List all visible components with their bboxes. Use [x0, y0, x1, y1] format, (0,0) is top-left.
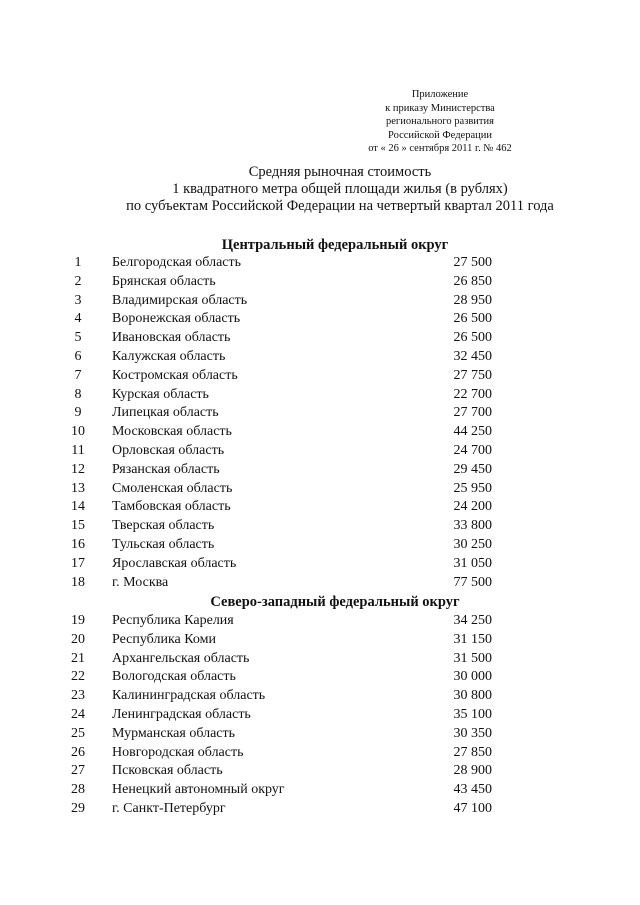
region-name: Архангельская область: [112, 650, 250, 666]
table-row: [0, 631, 640, 650]
table-row: [0, 254, 640, 273]
appendix-line: от « 26 » сентября 2011 г. № 462: [368, 143, 512, 154]
row-number: 27: [71, 763, 85, 779]
table-row: [0, 800, 640, 819]
price-value: 43 450: [453, 782, 492, 798]
region-name: Смоленская область: [112, 480, 233, 496]
region-name: Воронежская область: [112, 311, 241, 327]
region-name: г. Москва: [112, 574, 169, 590]
table-row: [0, 517, 640, 536]
price-value: 31 050: [453, 555, 492, 571]
table-row: [0, 574, 640, 593]
section-header-northwest: Северо-западный федеральный округ: [210, 594, 460, 610]
appendix-line: регионального развития: [386, 116, 494, 127]
row-number: 29: [71, 800, 85, 816]
price-value: 34 250: [453, 613, 492, 628]
row-number: 21: [71, 650, 85, 666]
price-value: 27 700: [453, 405, 492, 421]
region-name: г. Санкт-Петербург: [112, 800, 226, 816]
table-row: [0, 404, 640, 423]
row-number: 8: [74, 386, 82, 402]
table-row: [0, 461, 640, 480]
price-value: 28 900: [453, 763, 492, 779]
row-number: 20: [71, 631, 85, 647]
region-name: Ярославская область: [112, 555, 237, 571]
table-row: [0, 442, 640, 461]
price-value: 77 500: [453, 574, 492, 590]
row-number: 18: [71, 574, 85, 590]
price-value: 29 450: [453, 461, 492, 477]
region-name: Псковская область: [112, 763, 223, 779]
region-name: Ленинградская область: [112, 706, 251, 722]
row-number: 15: [71, 518, 85, 534]
price-value: 22 700: [453, 386, 492, 402]
region-name: Курская область: [112, 386, 209, 402]
table-row: [0, 668, 640, 687]
region-name: Владимирская область: [112, 292, 248, 308]
price-value: 33 800: [453, 518, 492, 534]
row-number: 2: [74, 273, 82, 289]
row-number: 28: [71, 782, 85, 798]
region-name: Калужская область: [112, 348, 226, 364]
region-name: Тамбовская область: [112, 499, 231, 515]
row-number: 19: [71, 613, 85, 628]
row-number: 17: [71, 555, 85, 571]
price-value: 24 700: [453, 442, 492, 458]
row-number: 9: [74, 405, 82, 421]
row-number: 6: [74, 348, 82, 364]
row-number: 12: [71, 461, 85, 477]
appendix-line: Российской Федерации: [388, 129, 492, 141]
table-row: [0, 555, 640, 574]
table-row: [0, 329, 640, 348]
row-number: 14: [71, 499, 85, 515]
price-value: 26 850: [453, 273, 492, 289]
price-value: 47 100: [453, 800, 492, 816]
region-name: Республика Карелия: [112, 613, 234, 628]
region-name: Московская область: [112, 424, 232, 440]
northwest-district-table: [0, 612, 640, 819]
table-row: [0, 706, 640, 725]
price-value: 30 250: [453, 536, 492, 552]
region-name: Орловская область: [112, 442, 225, 458]
table-row: [0, 650, 640, 669]
price-value: 28 950: [453, 292, 492, 308]
table-row: [0, 292, 640, 311]
row-number: 10: [71, 424, 85, 440]
price-value: 27 850: [453, 744, 492, 760]
row-number: 16: [71, 536, 85, 552]
price-value: 27 500: [453, 255, 492, 270]
price-value: 26 500: [453, 311, 492, 327]
table-row: [0, 725, 640, 744]
row-number: 1: [74, 255, 82, 270]
region-name: Ивановская область: [112, 330, 231, 346]
table-row: [0, 348, 640, 367]
appendix-block: [330, 88, 550, 156]
price-value: 30 350: [453, 725, 492, 741]
table-row: [0, 386, 640, 405]
row-number: 13: [71, 480, 85, 496]
region-name: Брянская область: [112, 273, 216, 289]
price-value: 27 750: [453, 367, 492, 383]
price-value: 31 150: [453, 631, 492, 647]
price-value: 30 000: [453, 669, 492, 685]
price-value: 31 500: [453, 650, 492, 666]
region-name: Калининградская область: [112, 688, 266, 704]
appendix-line: к приказу Министерства: [385, 102, 495, 114]
price-value: 35 100: [453, 706, 492, 722]
region-name: Липецкая область: [112, 405, 219, 421]
table-row: [0, 687, 640, 706]
table-row: [0, 423, 640, 442]
price-value: 30 800: [453, 688, 492, 704]
price-value: 44 250: [453, 424, 492, 440]
region-name: Белгородская область: [112, 255, 242, 270]
title-line: по субъектам Российской Федерации на четвертый квартал 2011 года: [126, 198, 554, 214]
price-value: 32 450: [453, 348, 492, 364]
region-name: Новгородская область: [112, 744, 244, 760]
region-name: Республика Коми: [112, 631, 216, 647]
table-row: [0, 480, 640, 499]
table-row: [0, 781, 640, 800]
table-row: [0, 612, 640, 631]
row-number: 26: [71, 744, 85, 760]
row-number: 4: [74, 311, 82, 327]
central-district-table: [0, 254, 640, 592]
appendix-line: Приложение: [411, 89, 469, 100]
table-row: [0, 310, 640, 329]
table-row: [0, 498, 640, 517]
table-row: [0, 744, 640, 763]
row-number: 11: [71, 442, 85, 458]
region-name: Костромская область: [112, 367, 238, 383]
row-number: 23: [71, 688, 85, 704]
table-row: [0, 536, 640, 555]
document-title: [60, 164, 620, 215]
region-name: Рязанская область: [112, 461, 220, 477]
price-value: 25 950: [453, 480, 492, 496]
row-number: 5: [74, 330, 82, 346]
region-name: Ненецкий автономный округ: [112, 782, 285, 798]
row-number: 22: [71, 669, 85, 685]
row-number: 25: [71, 725, 85, 741]
title-line: Средняя рыночная стоимость: [248, 164, 432, 180]
price-value: 26 500: [453, 330, 492, 346]
table-row: [0, 367, 640, 386]
section-header-central: Центральный федеральный округ: [221, 237, 449, 253]
price-value: 24 200: [453, 499, 492, 515]
row-number: 7: [74, 367, 82, 383]
row-number: 24: [71, 706, 85, 722]
region-name: Тульская область: [112, 536, 215, 552]
table-row: [0, 762, 640, 781]
region-name: Вологодская область: [112, 669, 236, 685]
region-name: Тверская область: [112, 518, 215, 534]
title-line: 1 квадратного метра общей площади жилья (в рублях): [172, 181, 508, 197]
region-name: Мурманская область: [112, 725, 236, 741]
table-row: [0, 273, 640, 292]
row-number: 3: [74, 292, 82, 308]
